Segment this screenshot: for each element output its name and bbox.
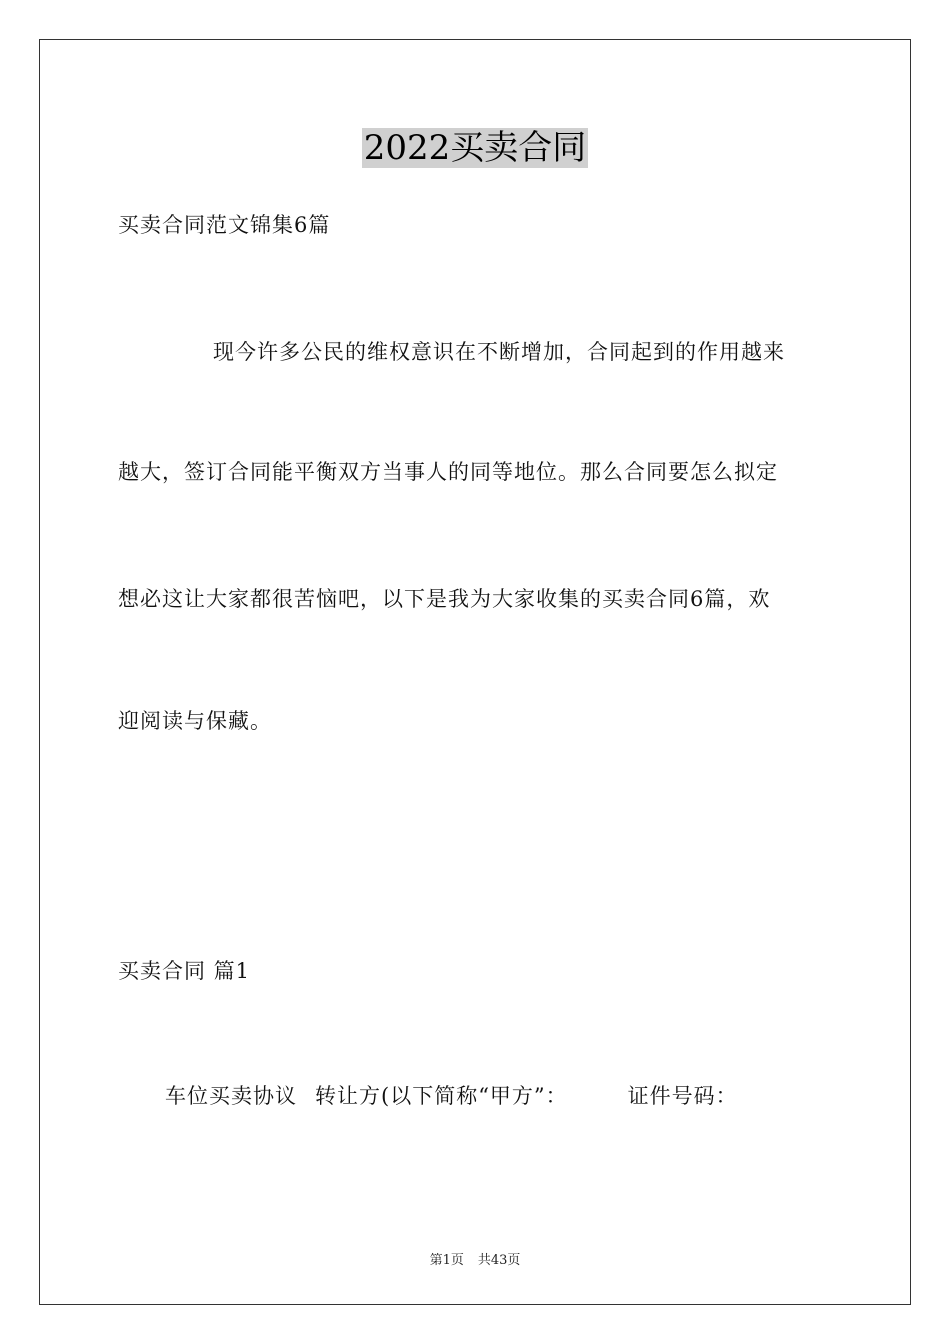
title-container — [0, 128, 950, 168]
page-current: 第1页 — [429, 1253, 464, 1268]
transferor-label: 转让方(以下简称“甲方”： — [315, 1084, 568, 1108]
contract-intro-line — [165, 1083, 738, 1109]
paragraph-line-4: 迎阅读与保藏。 — [118, 709, 272, 733]
document-subtitle: 买卖合同范文锦集6篇 — [118, 213, 331, 237]
paragraph-line-3: 想必这让大家都很苦恼吧，以下是我为大家收集的买卖合同6篇，欢 — [118, 587, 771, 611]
paragraph-line-2: 越大，签订合同能平衡双方当事人的同等地位。那么合同要怎么拟定 — [118, 460, 778, 484]
section-heading: 买卖合同 篇1 — [118, 959, 251, 983]
contract-title: 车位买卖协议 — [165, 1084, 297, 1108]
page-footer — [0, 1249, 950, 1268]
id-number-label: 证件号码： — [627, 1084, 738, 1108]
document-title: 2022买卖合同 — [363, 128, 587, 168]
paragraph-line-1: 现今许多公民的维权意识在不断增加，合同起到的作用越来 — [213, 340, 785, 364]
page-total: 共43页 — [477, 1253, 521, 1268]
